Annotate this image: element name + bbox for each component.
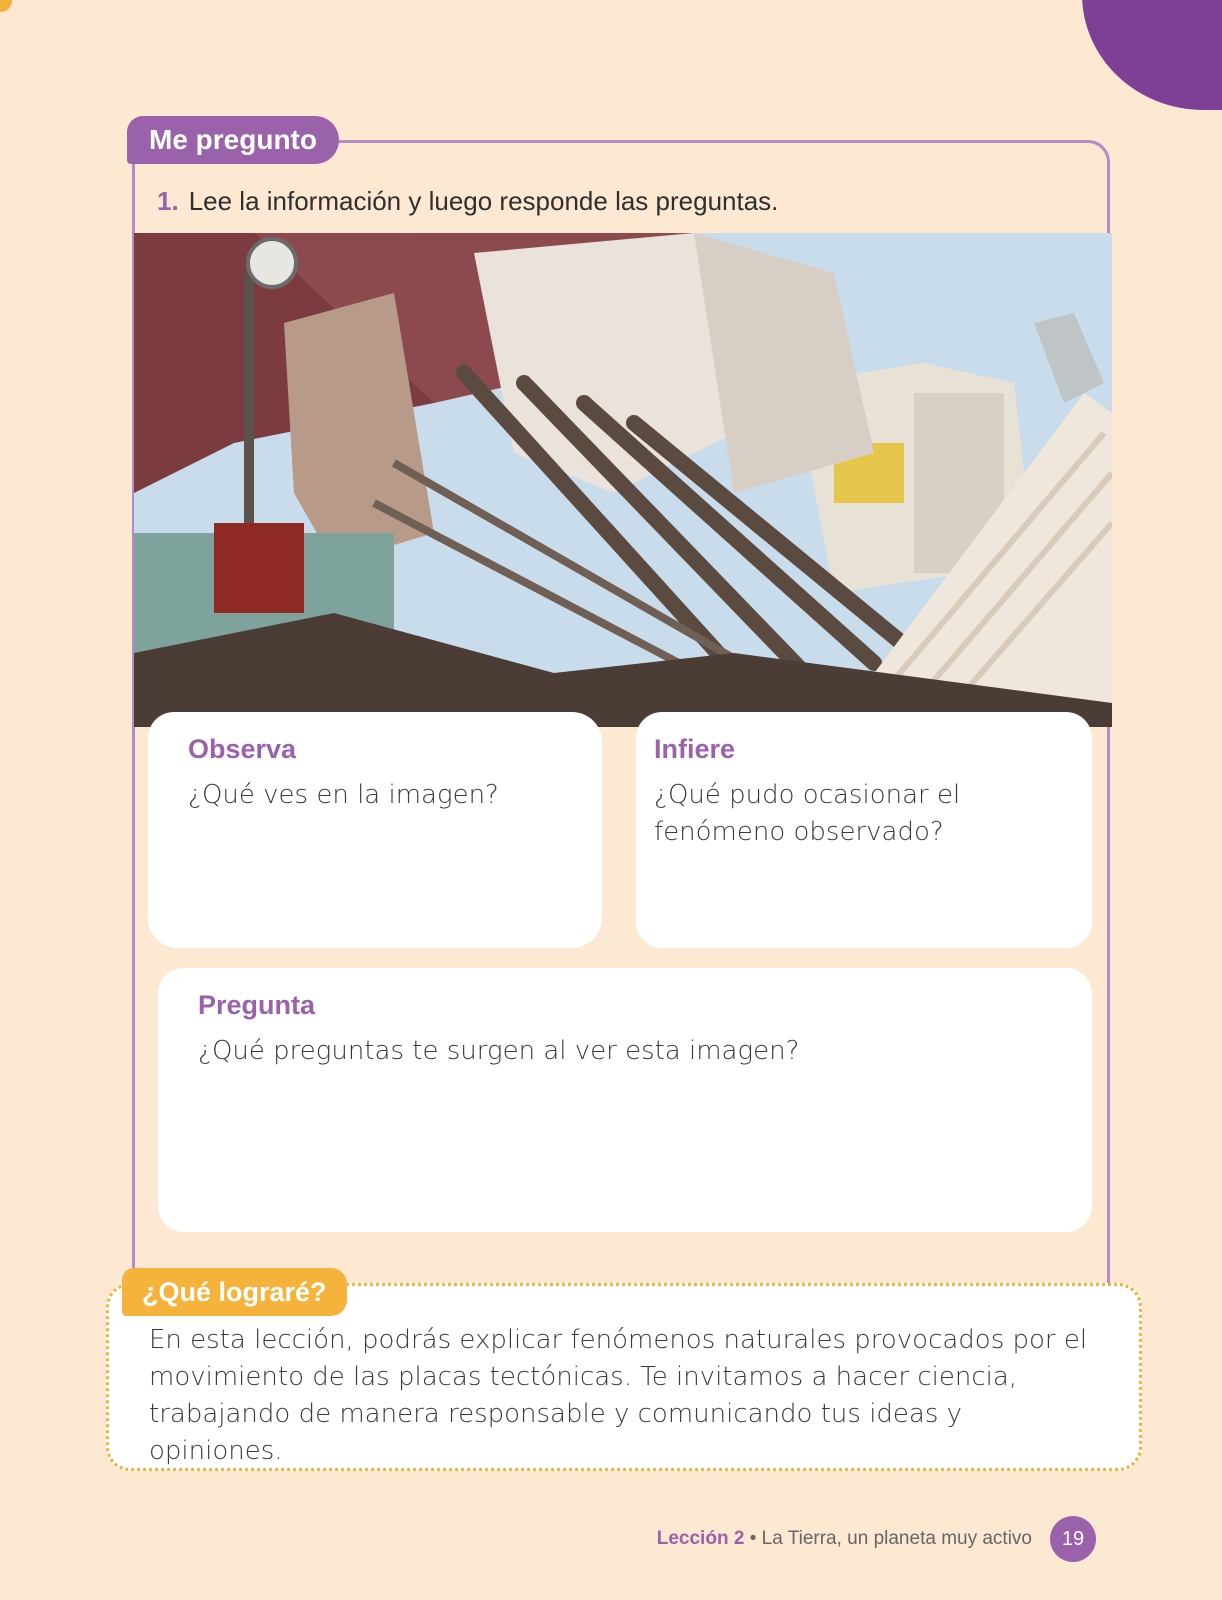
section-tab-me-pregunto: Me pregunto (127, 116, 339, 164)
infer-title: Infiere (654, 734, 736, 764)
observe-card (148, 712, 602, 948)
earthquake-damage-photo (134, 233, 1112, 727)
footer-lesson-info (657, 1528, 1032, 1550)
infer-card (636, 712, 1092, 948)
footer-lesson-title: La Tierra, un planeta muy activo (761, 1528, 1032, 1549)
footer-lesson-label: Lección 2 (656, 1528, 745, 1549)
section-tab-que-lograre: ¿Qué lograré? (122, 1268, 347, 1316)
footer-separator: • (749, 1528, 757, 1549)
observe-title: Observa (188, 734, 297, 764)
decorative-corner-dot (0, 0, 12, 12)
page-number: 19 (1050, 1516, 1096, 1562)
question-card (158, 968, 1092, 1232)
learning-goals-text: En esta lección, podrás explicar fenómenos naturales provocados por el movimiento de las placas tectónicas. Te invitamos a hacer ciencia, trabajando de manera responsable y comunicando tus ideas y opiniones. (149, 1325, 1088, 1466)
activity-number: 1. (157, 186, 179, 216)
activity-instruction-text: Lee la información y luego responde las preguntas. (188, 186, 779, 216)
infer-question: ¿Qué pudo ocasionar el fenómeno observado? (654, 780, 961, 847)
decorative-corner-shape (1082, 0, 1222, 110)
activity-instruction (157, 186, 778, 217)
question-prompt: ¿Qué preguntas te surgen al ver esta imagen? (198, 1036, 800, 1066)
question-title: Pregunta (198, 990, 316, 1020)
page-footer (657, 1516, 1096, 1562)
observe-question: ¿Qué ves en la imagen? (188, 780, 499, 810)
